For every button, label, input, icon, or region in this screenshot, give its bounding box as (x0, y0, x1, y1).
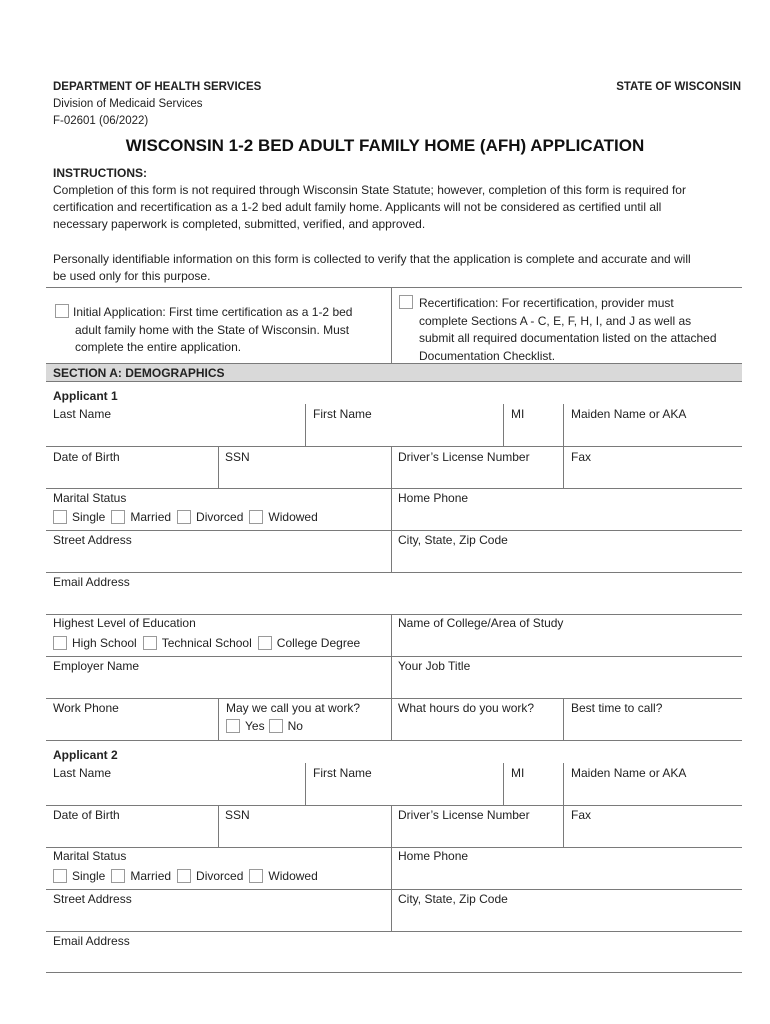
recertification-label (419, 295, 717, 365)
home-phone-label: Home Phone (398, 491, 469, 505)
call-at-work-options (226, 719, 309, 733)
email-address-label: Email Address (53, 934, 130, 948)
divider (391, 889, 392, 931)
divider (563, 805, 564, 847)
divider (46, 972, 742, 973)
divider (46, 614, 742, 615)
call-at-work-yes[interactable] (226, 719, 265, 733)
divider (391, 805, 392, 847)
choice-line: Documentation Checklist. (419, 348, 556, 363)
divider (46, 698, 742, 699)
department-name: DEPARTMENT OF HEALTH SERVICES (53, 81, 262, 93)
fax-label: Fax (571, 808, 592, 822)
maiden-name-label: Maiden Name or AKA (571, 407, 687, 421)
best-time-label: Best time to call? (571, 701, 663, 715)
marital-option-married[interactable] (111, 869, 171, 883)
last-name-label: Last Name (53, 766, 112, 780)
option-label: College Degree (276, 636, 361, 650)
divider (391, 446, 392, 488)
divider (305, 763, 306, 805)
option-label: Divorced (196, 510, 244, 524)
fax-label: Fax (571, 450, 592, 464)
maiden-name-label: Maiden Name or AKA (571, 766, 687, 780)
first-name-label: First Name (313, 766, 372, 780)
email-address-label: Email Address (53, 575, 130, 589)
option-label: Widowed (268, 869, 318, 883)
checkbox[interactable] (258, 636, 272, 650)
checkbox[interactable] (53, 869, 67, 883)
employer-name-label: Employer Name (53, 659, 140, 673)
choice-line: Recertification: For recertification, provider must (419, 296, 674, 310)
divider (46, 656, 742, 657)
divider (563, 698, 564, 740)
college-label: Name of College/Area of Study (398, 616, 564, 630)
divider (46, 287, 742, 288)
marital-option-divorced[interactable] (177, 510, 243, 524)
marital-status-options (53, 510, 324, 524)
marital-option-widowed[interactable] (249, 869, 317, 883)
marital-option-single[interactable] (53, 869, 105, 883)
checkbox[interactable] (226, 719, 240, 733)
marital-status-label: Marital Status (53, 849, 127, 863)
checkbox[interactable] (177, 510, 191, 524)
divider (391, 530, 392, 572)
divider (46, 530, 742, 531)
divider (305, 404, 306, 446)
instructions-line: Completion of this form is not required through Wisconsin State Statute; however, completion of this form is required for (53, 183, 686, 197)
first-name-label: First Name (313, 407, 372, 421)
option-label: Married (130, 869, 172, 883)
marital-option-married[interactable] (111, 510, 171, 524)
instructions-heading: INSTRUCTIONS: (53, 166, 147, 180)
divider (46, 740, 742, 741)
divider (563, 404, 564, 446)
job-title-label: Your Job Title (398, 659, 471, 673)
mi-label: MI (511, 766, 525, 780)
city-state-zip-label: City, State, Zip Code (398, 533, 508, 547)
division-name: Division of Medicaid Services (53, 98, 203, 110)
divider (563, 446, 564, 488)
divider (46, 847, 742, 848)
marital-status-options (53, 869, 324, 883)
initial-application-checkbox[interactable] (55, 304, 69, 318)
option-label: Divorced (196, 869, 244, 883)
drivers-license-label: Driver’s License Number (398, 808, 530, 822)
education-option-high-school[interactable] (53, 636, 137, 650)
ssn-label: SSN (225, 808, 250, 822)
choice-line: complete Sections A - C, E, F, H, I, and J as well as (419, 313, 692, 328)
checkbox[interactable] (249, 869, 263, 883)
choice-line: submit all required documentation listed on the attached (419, 331, 717, 345)
initial-application-label (73, 304, 352, 357)
option-label: Technical School (161, 636, 252, 650)
instructions-line: Personally identifiable information on this form is collected to verify that the application is complete and accurate and will (53, 252, 691, 266)
education-options (53, 636, 366, 650)
divider (218, 698, 219, 740)
checkbox[interactable] (143, 636, 157, 650)
option-label: Yes (245, 719, 265, 733)
divider (391, 698, 392, 740)
divider (218, 805, 219, 847)
marital-option-widowed[interactable] (249, 510, 317, 524)
last-name-label: Last Name (53, 407, 112, 421)
instructions-line: certification and recertification as a 1-2 bed adult family home. Applicants will not be considered as certified until all (53, 200, 662, 214)
drivers-license-label: Driver’s License Number (398, 450, 530, 464)
section-a-title: SECTION A: DEMOGRAPHICS (53, 366, 225, 380)
option-label: Widowed (268, 510, 318, 524)
divider (391, 847, 392, 889)
mi-label: MI (511, 407, 525, 421)
choice-line: adult family home with the State of Wisconsin. Must (75, 322, 350, 337)
option-label: Single (72, 510, 106, 524)
recertification-checkbox[interactable] (399, 295, 413, 309)
work-hours-label: What hours do you work? (398, 701, 535, 715)
home-phone-label: Home Phone (398, 849, 469, 863)
form-title: WISCONSIN 1-2 BED ADULT FAMILY HOME (AFH) APPLICATION (125, 136, 645, 155)
checkbox[interactable] (111, 869, 125, 883)
option-label: Married (130, 510, 172, 524)
choice-line: Initial Application: First time certification as a 1-2 bed (73, 305, 353, 319)
education-option-technical-school[interactable] (143, 636, 252, 650)
divider (46, 572, 742, 573)
choice-line: complete the entire application. (75, 340, 242, 354)
marital-status-label: Marital Status (53, 491, 127, 505)
divider (46, 889, 742, 890)
dob-label: Date of Birth (53, 450, 120, 464)
divider (391, 656, 392, 698)
divider (503, 404, 504, 446)
education-label: Highest Level of Education (53, 616, 196, 630)
checkbox[interactable] (53, 636, 67, 650)
checkbox[interactable] (53, 510, 67, 524)
marital-option-single[interactable] (53, 510, 105, 524)
applicant-2-heading: Applicant 2 (53, 748, 118, 762)
divider (46, 805, 742, 806)
checkbox[interactable] (249, 510, 263, 524)
state-name: STATE OF WISCONSIN (616, 81, 741, 93)
call-at-work-label: May we call you at work? (226, 701, 361, 715)
city-state-zip-label: City, State, Zip Code (398, 892, 508, 906)
form-number: F-02601 (06/2022) (53, 115, 149, 127)
work-phone-label: Work Phone (53, 701, 119, 715)
checkbox[interactable] (177, 869, 191, 883)
divider (218, 446, 219, 488)
section-a-header (46, 363, 742, 382)
checkbox[interactable] (269, 719, 283, 733)
marital-option-divorced[interactable] (177, 869, 243, 883)
street-address-label: Street Address (53, 892, 132, 906)
instructions-paragraph-1 (53, 182, 733, 233)
divider (46, 488, 742, 489)
call-at-work-no[interactable] (269, 719, 303, 733)
ssn-label: SSN (225, 450, 250, 464)
street-address-label: Street Address (53, 533, 132, 547)
education-option-college-degree[interactable] (258, 636, 360, 650)
divider (391, 614, 392, 656)
divider (46, 931, 742, 932)
option-label: No (287, 719, 303, 733)
instructions-line: be used only for this purpose. (53, 269, 211, 283)
option-label: High School (72, 636, 137, 650)
instructions-paragraph-2 (53, 251, 733, 285)
instructions-line: necessary paperwork is completed, submitted, verified, and approved. (53, 217, 426, 231)
divider (391, 488, 392, 530)
dob-label: Date of Birth (53, 808, 120, 822)
divider (563, 763, 564, 805)
option-label: Single (72, 869, 106, 883)
applicant-1-heading: Applicant 1 (53, 389, 118, 403)
divider (46, 446, 742, 447)
checkbox[interactable] (111, 510, 125, 524)
divider (503, 763, 504, 805)
divider (391, 287, 392, 363)
